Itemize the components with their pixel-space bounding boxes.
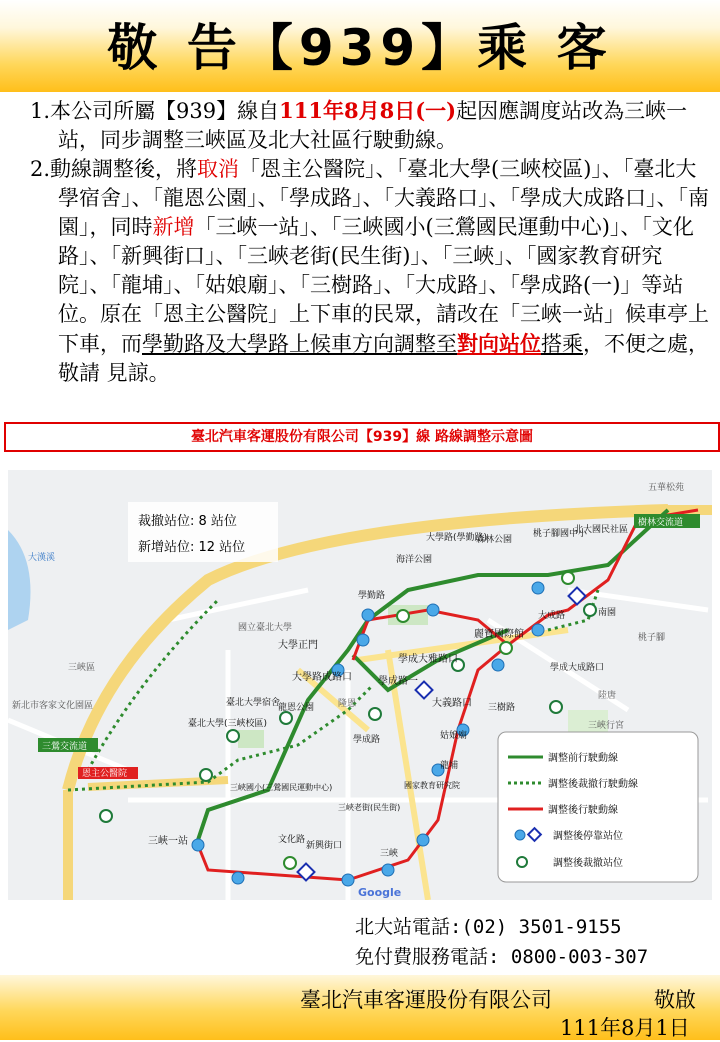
legend-before: 調整前行駛動線 xyxy=(548,753,618,764)
station-label: 恩主公醫院 xyxy=(82,769,128,779)
stop-marker xyxy=(342,874,354,886)
station-label: 麗寶國際館 xyxy=(474,629,524,640)
station-label: 臺北大學(三峽校區) xyxy=(188,719,268,729)
station-label: 三峽一站 xyxy=(148,836,188,847)
notice-body xyxy=(30,96,710,388)
company-name: 臺北汽車客運股份有限公司 xyxy=(300,988,552,1012)
station-label: 三樹路 xyxy=(488,703,516,713)
stop-marker xyxy=(427,604,439,616)
station-label: 學勤路 xyxy=(358,591,386,601)
page-title: 敬 告【939】乘 客 xyxy=(107,19,613,77)
interchange-label: 三鶯交流道 xyxy=(42,742,88,752)
underlined-text: 搭乘 xyxy=(541,332,583,356)
stop-marker xyxy=(492,659,504,671)
station-label: 三峽 xyxy=(380,849,399,859)
legend-after: 調整後行駛動線 xyxy=(548,805,618,816)
station-label: 學成大雅路口 xyxy=(398,654,458,665)
stop-marker xyxy=(362,609,374,621)
stop-marker xyxy=(532,582,544,594)
station-label: 學成大成路口 xyxy=(550,663,605,673)
notice-text: 起因應調度站改為三峽一站，同步調整三峽區及北大社區行駛動線。 xyxy=(58,99,688,152)
underlined-text: 學勤路及大學路上候車方向調整至 xyxy=(142,332,457,356)
cancelled-stop-marker xyxy=(280,712,292,724)
station-label: 桃子腳國中小 xyxy=(533,529,588,539)
notice-item-2 xyxy=(30,155,710,388)
item-number: 1. xyxy=(30,99,51,123)
branch-phone: 北大站電話:(02) 3501-9155 xyxy=(355,916,622,938)
place-label: 陸唐 xyxy=(598,691,617,701)
station-label: 南園 xyxy=(598,608,617,618)
place-label: 新北市客家文化園區 xyxy=(12,701,94,711)
stop-marker xyxy=(357,634,369,646)
station-label: 學成路一 xyxy=(378,676,418,687)
legend-cancelled: 調整後裁撤站位 xyxy=(553,858,623,869)
station-label: 學成路 xyxy=(353,735,381,745)
station-label: 三峽老街(民生街) xyxy=(338,803,401,812)
station-label: 龍埔 xyxy=(440,761,459,771)
map-attribution: Google xyxy=(358,886,402,899)
cancelled-stop-marker xyxy=(100,810,112,822)
legend-removed: 調整後裁撤行駛動線 xyxy=(548,779,638,790)
cancelled-stop-marker xyxy=(369,708,381,720)
notice-text: ，不便之處，敬請 見諒。 xyxy=(58,332,709,385)
notice-text: 「三峽一站」、「三峽國小(三鶯國民運動中心)」、「文化路」、「新興街口」、「三峽老街(民生街)」、「三峽」、「國家教育研究院」、「龍埔」、「姑娘廟」、「三樹路」、「大成路」、「學成路(一)」等站位。原在「恩主公醫院」上下車的民眾，請改在「三峽一站」候車亭上下車，而 xyxy=(58,215,709,356)
place-label: 隆恩 xyxy=(338,699,357,709)
route-map xyxy=(8,470,712,900)
place-label: 大漢溪 xyxy=(28,553,56,563)
station-label: 文化路 xyxy=(278,835,306,845)
cancelled-stop-marker xyxy=(584,604,596,616)
notice-text: 動線調整後，將 xyxy=(50,157,198,181)
station-label: 大學正門 xyxy=(278,640,318,651)
station-label: 三峽國小(三鶯國民運動中心) xyxy=(230,783,333,792)
legend-stops: 調整後停靠站位 xyxy=(553,831,623,842)
map-banner: 臺北汽車客運股份有限公司【939】線 路線調整示意圖 xyxy=(4,422,720,452)
cancel-word: 取消 xyxy=(197,157,240,181)
cancelled-stop-marker xyxy=(550,701,562,713)
station-label: 海洋公園 xyxy=(396,555,433,565)
cancel-count-label: 裁撤站位: 8 站位 xyxy=(138,514,237,529)
station-label: 龍恩公園 xyxy=(278,703,315,713)
station-label: 新興街口 xyxy=(306,841,343,851)
place-label: 三峽行宮 xyxy=(588,721,625,731)
cancelled-stop-marker xyxy=(200,769,212,781)
notice-item-1 xyxy=(30,96,710,155)
cancelled-stop-marker xyxy=(227,730,239,742)
station-label: 北大國民社區 xyxy=(574,525,629,535)
stop-marker xyxy=(382,864,394,876)
notice-text: 本公司所屬【939】線自 xyxy=(50,99,280,123)
station-label: 臺北大學宿舍 xyxy=(226,698,281,708)
station-label: 大學路成路口 xyxy=(292,672,352,683)
stop-marker xyxy=(417,834,429,846)
place-label: 桃子腳 xyxy=(638,633,666,643)
tollfree-phone: 免付費服務電話: 0800-003-307 xyxy=(355,946,649,968)
station-label: 姑娘廟 xyxy=(440,731,468,741)
stop-marker xyxy=(192,839,204,851)
stop-marker xyxy=(532,624,544,636)
sign-date: 111年8月1日 xyxy=(560,1016,690,1040)
effective-date: 111年8月8日(一) xyxy=(279,98,457,123)
add-count-label: 新增站位: 12 站位 xyxy=(138,540,246,555)
route-map-svg xyxy=(8,470,712,900)
place-label: 五華松苑 xyxy=(648,483,685,493)
place-label: 國立臺北大學 xyxy=(238,623,293,633)
respect-word: 敬啟 xyxy=(654,988,696,1012)
stop-marker xyxy=(232,872,244,884)
add-word: 新增 xyxy=(152,215,195,239)
interchange-label: 樹林交流道 xyxy=(638,518,684,528)
item-number: 2. xyxy=(30,157,51,181)
place-label: 三峽區 xyxy=(68,663,96,673)
station-label: 大義路口 xyxy=(432,698,472,709)
station-label: 森林公園 xyxy=(476,535,513,545)
notice-text: 「恩主公醫院」、「臺北大學(三峽校區)」、「臺北大學宿舍」、「龍恩公園」、「學成路」、「大義路口」、「學成大成路口」、「南園」，同時 xyxy=(58,157,709,239)
station-label: 大學路(學勤路) xyxy=(426,533,488,543)
station-label: 大成路 xyxy=(538,611,566,621)
station-label: 國家教育研究院 xyxy=(404,781,460,790)
opposite-stop-text: 對向站位 xyxy=(457,331,541,356)
